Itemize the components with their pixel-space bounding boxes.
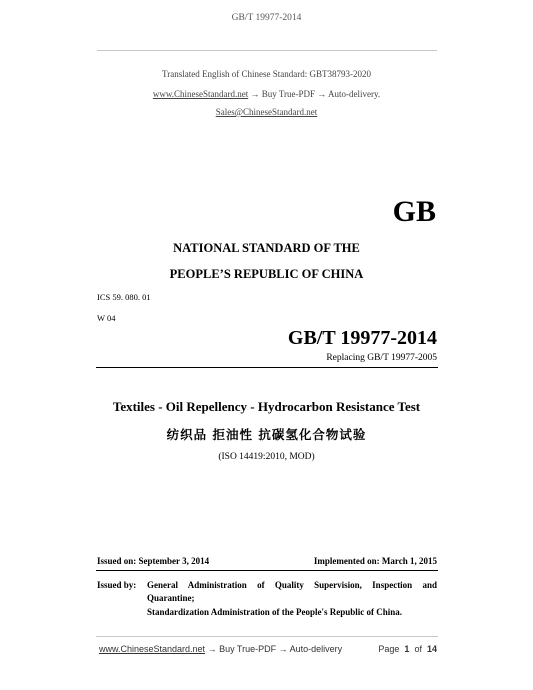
dates-divider: [96, 570, 438, 571]
english-title: Textiles - Oil Repellency - Hydrocarbon Resistance Test: [112, 399, 421, 414]
issuer-line-3: Standardization Administration of the People's Republic of China.: [147, 607, 403, 617]
issuer-line-2: Quarantine;: [147, 593, 195, 603]
page-label: Page: [378, 644, 400, 654]
page-of: of: [414, 644, 422, 654]
footer-purchase-line: [99, 644, 342, 654]
issued-by-label: Issued by:: [97, 580, 137, 590]
page-indicator: [337, 644, 437, 654]
footer-chinesestandard-link[interactable]: www.ChineseStandard.net: [99, 644, 206, 654]
sales-line: [0, 107, 533, 117]
purchase-suffix: → Buy True-PDF → Auto-delivery.: [248, 89, 381, 99]
issuer-line-1: General Administration of Quality Supervision, Inspection and: [147, 580, 437, 590]
ccs-code: W 04: [97, 313, 116, 323]
replacing-note: Replacing GB/T 19977-2005: [326, 353, 437, 363]
page-current: 1: [404, 644, 410, 654]
implemented-on-date: Implemented on: March 1, 2015: [313, 556, 437, 566]
footer-purchase-suffix: → Buy True-PDF → Auto-delivery: [205, 644, 343, 654]
purchase-line: [0, 89, 533, 99]
gb-logo: GB: [392, 195, 436, 228]
chinesestandard-link[interactable]: www.ChineseStandard.net: [152, 89, 249, 99]
page-total: 14: [426, 644, 437, 654]
ics-code: ICS 59. 080. 01: [97, 292, 151, 302]
sales-email-link[interactable]: Sales@ChineseStandard.net: [215, 107, 318, 117]
standard-number: GB/T 19977-2014: [287, 327, 437, 349]
translation-note: Translated English of Chinese Standard: GBT38793-2020: [162, 69, 371, 79]
issued-on-date: Issued on: September 3, 2014: [97, 556, 210, 566]
running-header: GB/T 19977-2014: [231, 13, 302, 23]
chinese-title: 纺织品 拒油性 抗碳氢化合物试验: [166, 427, 367, 442]
title-divider: [96, 367, 438, 368]
footer-divider: [96, 636, 438, 637]
header-divider: [97, 50, 437, 51]
iso-reference: (ISO 14419:2010, MOD): [218, 452, 315, 462]
national-standard-heading: NATIONAL STANDARD OF THE: [173, 241, 360, 255]
country-heading: PEOPLE’S REPUBLIC OF CHINA: [169, 267, 364, 281]
